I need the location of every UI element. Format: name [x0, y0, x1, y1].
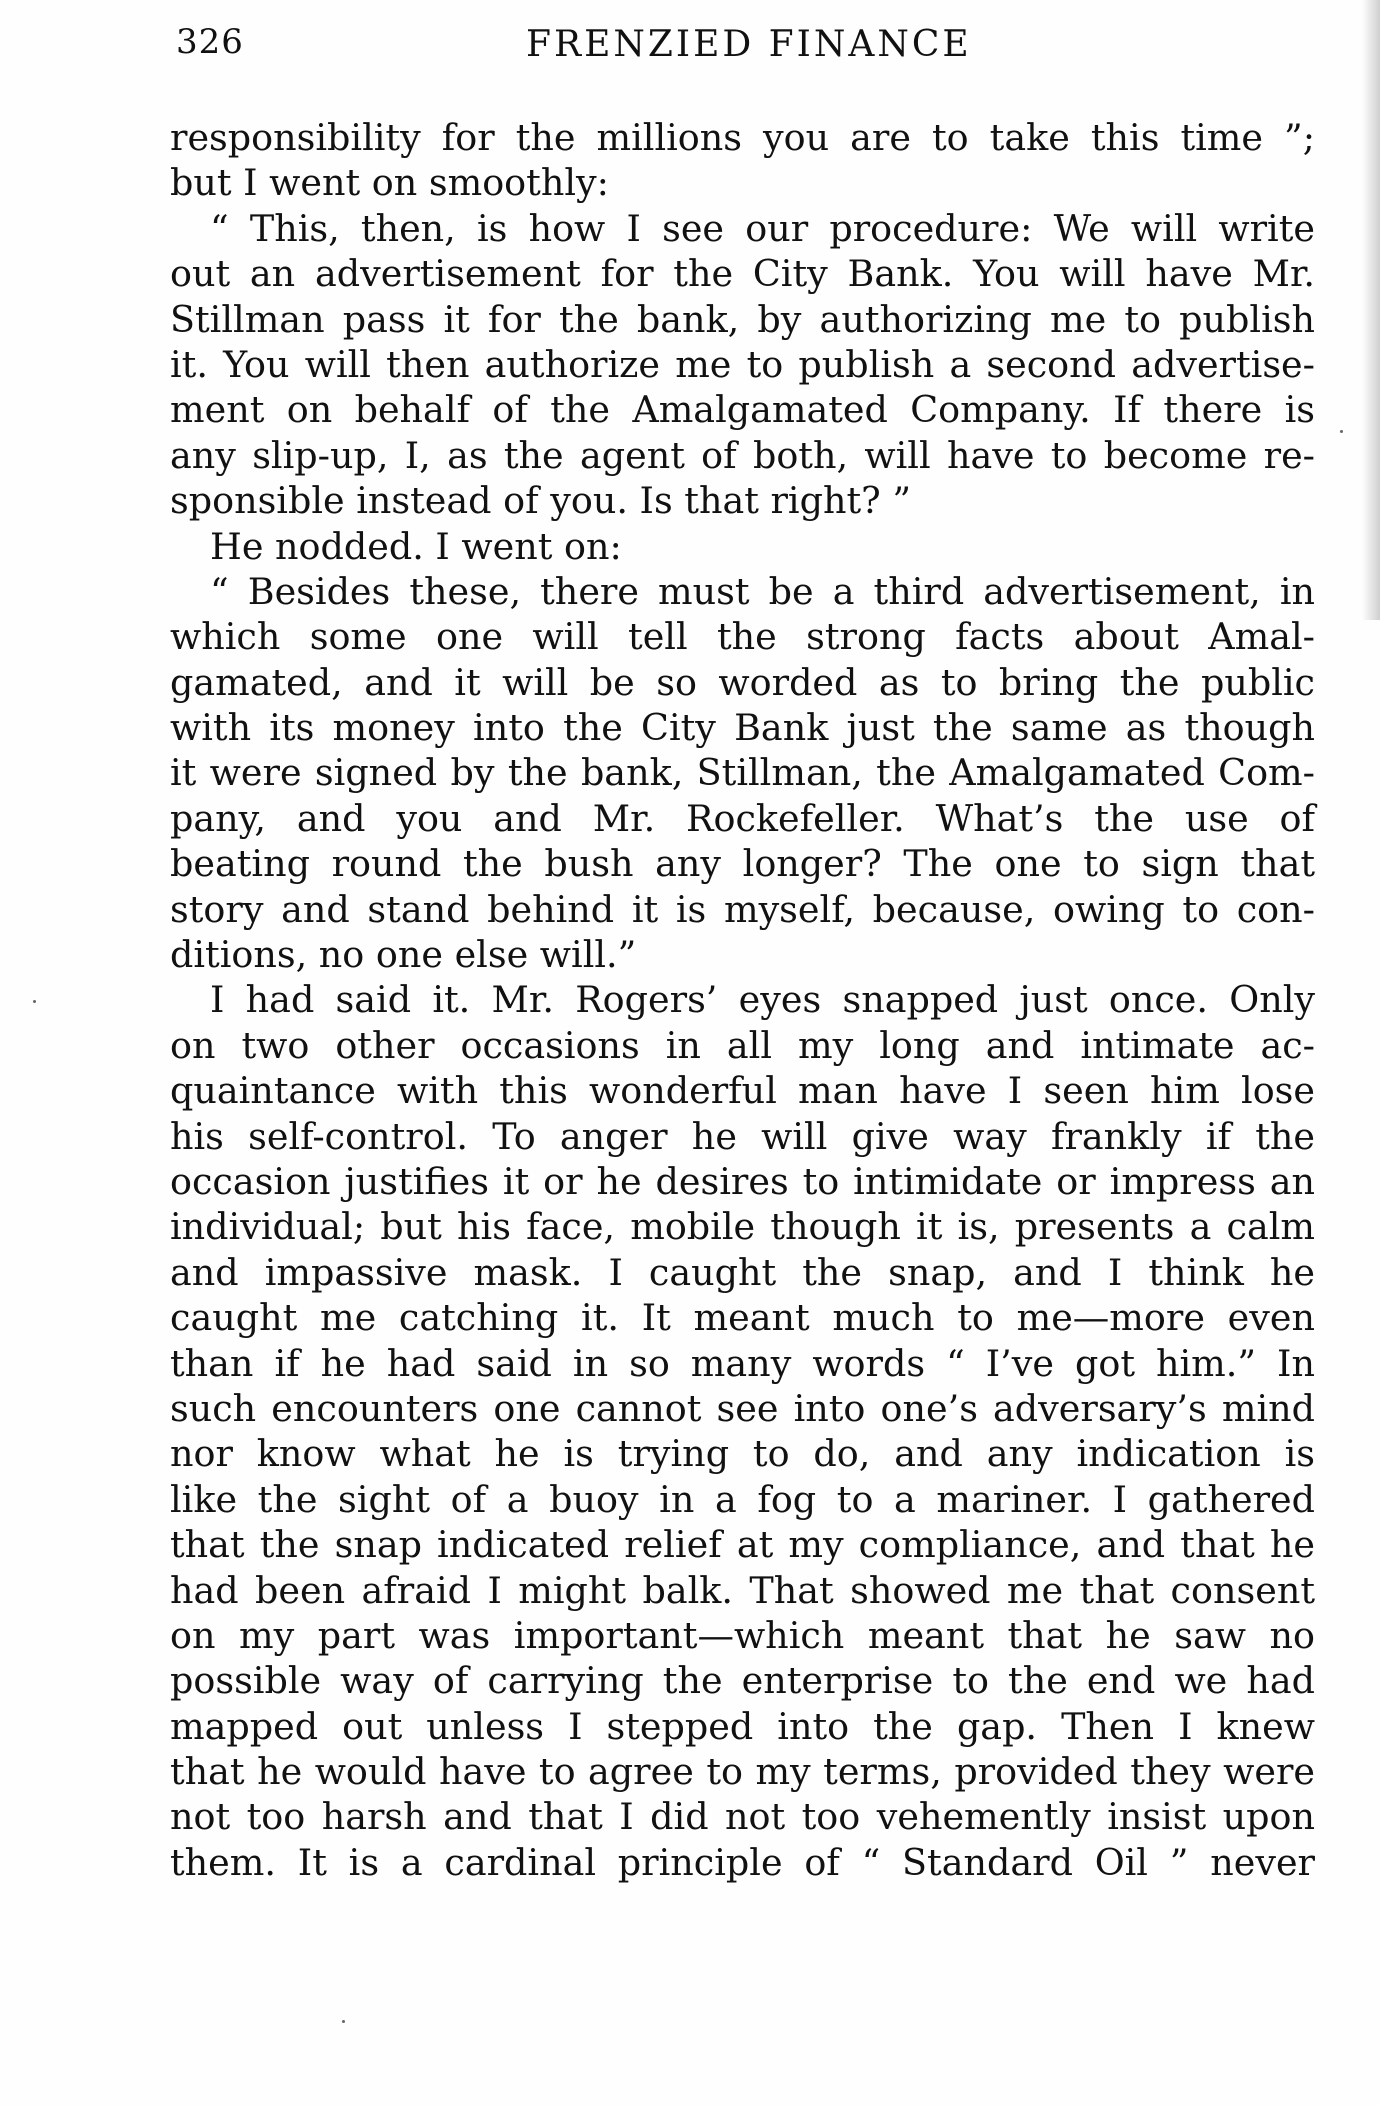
- running-head: [176, 22, 1316, 72]
- text-line: quaintance with this wonderful man have I seen him lose: [170, 1069, 1315, 1113]
- text-line: than if he had said in so many words “ I’ve got him.” In: [170, 1341, 1315, 1385]
- text-line: on two other occasions in all my long and intimate ac-: [170, 1023, 1315, 1067]
- text-line: it. You will then authorize me to publish a second advertise-: [170, 342, 1315, 386]
- body-text: [170, 115, 1315, 1885]
- text-line: “ This, then, is how I see our procedure: We will write: [210, 206, 1315, 250]
- text-line: responsibility for the millions you are to take this time ”;: [170, 116, 1315, 159]
- text-line: on my part was important—which meant that he saw no: [170, 1613, 1315, 1657]
- text-line: but I went on smoothly:: [170, 161, 609, 205]
- text-line: any slip-up, I, as the agent of both, will have to become re-: [170, 433, 1315, 477]
- text-line: possible way of carrying the enterprise to the end we had: [170, 1659, 1315, 1703]
- text-line: “ Besides these, there must be a third advertisement, in: [210, 569, 1315, 613]
- text-line: Stillman pass it for the bank, by authorizing me to publish: [170, 297, 1315, 341]
- text-line: sponsible instead of you. Is that right? ”: [170, 479, 911, 523]
- running-title: FRENZIED FINANCE: [526, 24, 972, 65]
- text-line: such encounters one cannot see into one’s adversary’s mind: [170, 1386, 1315, 1430]
- text-line: not too harsh and that I did not too vehemently insist upon: [170, 1795, 1315, 1839]
- text-line: out an advertisement for the City Bank. You will have Mr.: [170, 252, 1315, 296]
- text-line: like the sight of a buoy in a fog to a mariner. I gathered: [170, 1477, 1315, 1521]
- text-line: had been afraid I might balk. That showed me that consent: [170, 1568, 1315, 1612]
- text-line: that the snap indicated relief at my compliance, and that he: [170, 1523, 1315, 1567]
- text-line: beating round the bush any longer? The one to sign that: [170, 842, 1315, 886]
- text-line: that he would have to agree to my terms, provided they were: [170, 1750, 1315, 1794]
- text-line: caught me catching it. It meant much to me—more even: [170, 1296, 1315, 1340]
- paper-speck: [1340, 430, 1343, 433]
- text-line: He nodded. I went on:: [210, 524, 622, 568]
- paper-speck: [33, 1000, 36, 1003]
- text-line: which some one will tell the strong facts about Amal-: [170, 615, 1315, 659]
- text-line: occasion justifies it or he desires to intimidate or impress an: [170, 1159, 1315, 1203]
- text-line: ditions, no one else will.”: [170, 933, 637, 977]
- text-line: them. It is a cardinal principle of “ Standard Oil ” never: [170, 1840, 1315, 1884]
- text-line: mapped out unless I stepped into the gap. Then I knew: [170, 1704, 1315, 1748]
- text-line: nor know what he is trying to do, and any indication is: [170, 1432, 1315, 1476]
- text-line: it were signed by the bank, Stillman, the Amalgamated Com-: [170, 751, 1315, 795]
- text-line: and impassive mask. I caught the snap, and I think he: [170, 1250, 1315, 1294]
- text-line: pany, and you and Mr. Rockefeller. What’s the use of: [170, 796, 1315, 840]
- text-line: individual; but his face, mobile though it is, presents a calm: [170, 1205, 1315, 1249]
- text-line: story and stand behind it is myself, because, owing to con-: [170, 887, 1315, 931]
- text-line: ment on behalf of the Amalgamated Company. If there is: [170, 388, 1315, 432]
- page-edge-shadow: [1362, 0, 1380, 620]
- text-line: I had said it. Mr. Rogers’ eyes snapped just once. Only: [210, 978, 1315, 1022]
- text-line: his self-control. To anger he will give way frankly if the: [170, 1114, 1315, 1158]
- text-line: gamated, and it will be so worded as to bring the public: [170, 660, 1315, 704]
- page-number: 326: [176, 22, 244, 62]
- text-line: with its money into the City Bank just the same as though: [170, 706, 1315, 750]
- paper-speck: [342, 2020, 345, 2023]
